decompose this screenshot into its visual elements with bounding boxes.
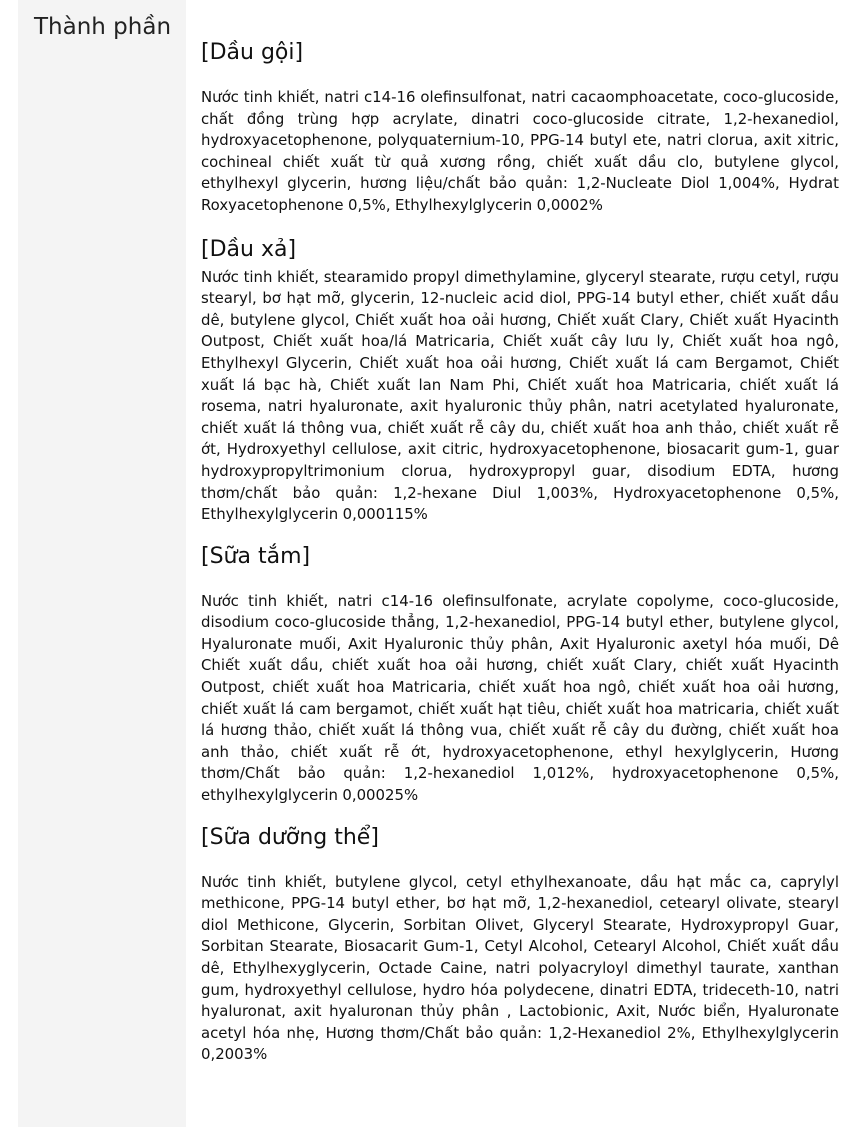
section-body: Nước tinh khiết, natri c14-16 olefinsulfonate, acrylate copolyme, coco-glucoside, disodium coco-glucoside thẳng, 1,2-hexanediol, PPG-14 butyl ether, butylene glycol, Hyaluronate muối, Axit Hyaluronic thủy phân, Axit Hyaluronic axetyl hóa muối, Dê Chiết xuất dầu, chiết xuất hoa oải hương, chiết xuất Clary, chiết xuất Hyacinth Outpost, chiết xuất hoa Matricaria, chiết xuất hoa ngô, chiết xuất hoa oải hương, chiết xuất lá cam bergamot, chiết xuất hạt tiêu, chiết xuất hoa matricaria, chiết xuất lá hương thảo, chiết xuất lá thông vua, chiết xuất rễ cây du đường, chiết xuất hoa anh thảo, chiết xuất rễ ớt, hydroxyacetophenone, ethyl hexylglycerin, Hương thơm/Chất bảo quản: 1,2-hexanediol 1,012%, hydroxyacetophenone 0,5%, ethylhexylglycerin 0,00025% [201,591,839,805]
section-shampoo [201,36,839,217]
section-title: [Sữa dưỡng thể] [201,824,379,850]
sidebar [18,0,186,1127]
section-title: [Sữa tắm] [201,543,311,569]
section-body-lotion [201,821,839,1066]
section-body: Nước tinh khiết, natri c14-16 olefinsulfonat, natri cacaomphoacetate, coco-glucoside, chất đồng trùng hợp acrylate, dinatri coco-glucoside citrate, 1,2-hexanediol, hydroxyacetophenone, polyquaternium-10, PPG-14 butyl ete, natri clorua, axit xitric, cochineal chiết xuất từ quả xương rồng, chiết xuất dầu clo, butylene glycol, ethylhexyl glycerin, hương liệu/chất bảo quản: 1,2-Nucleate Diol 1,004%, Hydrat Roxyacetophenone 0,5%, Ethylhexylglycerin 0,0002% [201,88,839,214]
ingredients-content [201,36,839,1066]
section-conditioner [201,233,839,526]
section-body: Nước tinh khiết, stearamido propyl dimethylamine, glyceryl stearate, rượu cetyl, rượu stearyl, bơ hạt mỡ, glycerin, 12-nucleic acid diol, PPG-14 butyl ether, chiết xuất dầu dê, butylene glycol, Chiết xuất hoa oải hương, Chiết xuất Clary, Chiết xuất Hyacinth Outpost, Chiết xuất hoa/lá Matricaria, Chiết xuất cây lưu ly, Chiết xuất hoa ngô, Ethylhexyl Glycerin, Chiết xuất hoa oải hương, Chiết xuất lá cam Bergamot, Chiết xuất lá bạc hà, Chiết xuất lan Nam Phi, Chiết xuất hoa Matricaria, chiết xuất lá rosema, natri hyaluronate, axit hyaluronic thủy phân, natri acetylated hyaluronate, chiết xuất lá thông vua, chiết xuất rễ cây du, chiết xuất hoa anh thảo, chiết xuất rễ ớt, Hydroxyethyl cellulose, axit citric, hydroxyacetophenone, biosacarit gum-1, guar hydroxypropyltrimonium clorua, hydroxypropyl guar, disodium EDTA, hương thơm/chất bảo quản: 1,2-hexane Diul 1,003%, Hydroxyacetophenone 0,5%, Ethylhexylglycerin 0,000115% [201,267,839,524]
section-body: Nước tinh khiết, butylene glycol, cetyl ethylhexanoate, dầu hạt mắc ca, caprylyl methicone, PPG-14 butyl ether, bơ hạt mỡ, 1,2-hexanediol, cetearyl olivate, stearyl diol Methicone, Glycerin, Sorbitan Olivet, Glyceryl Stearate, Hydroxypropyl Guar, Sorbitan Stearate, Biosacarit Gum-1, Cetyl Alcohol, Cetearyl Alcohol, Chiết xuất dầu dê, Ethylhexyglycerin, Octade Caine, natri polyacryloyl dimethyl taurate, xanthan gum, hydroxyethyl cellulose, hydro hóa polydecene, dinatri EDTA, trideceth-10, natri hyaluronat, axit hyaluronan thủy phân , Lactobionic, Axit, Nước biển, Hyaluronate acetyl hóa nhẹ, Hương thơm/Chất bảo quản: 1,2-Hexanediol 2%, Ethylhexylglycerin 0,2003% [201,872,839,1064]
section-title: [Dầu xả] [201,236,297,262]
sidebar-title: Thành phần [34,14,172,40]
section-body-wash [201,540,839,807]
section-title: [Dầu gội] [201,40,304,65]
